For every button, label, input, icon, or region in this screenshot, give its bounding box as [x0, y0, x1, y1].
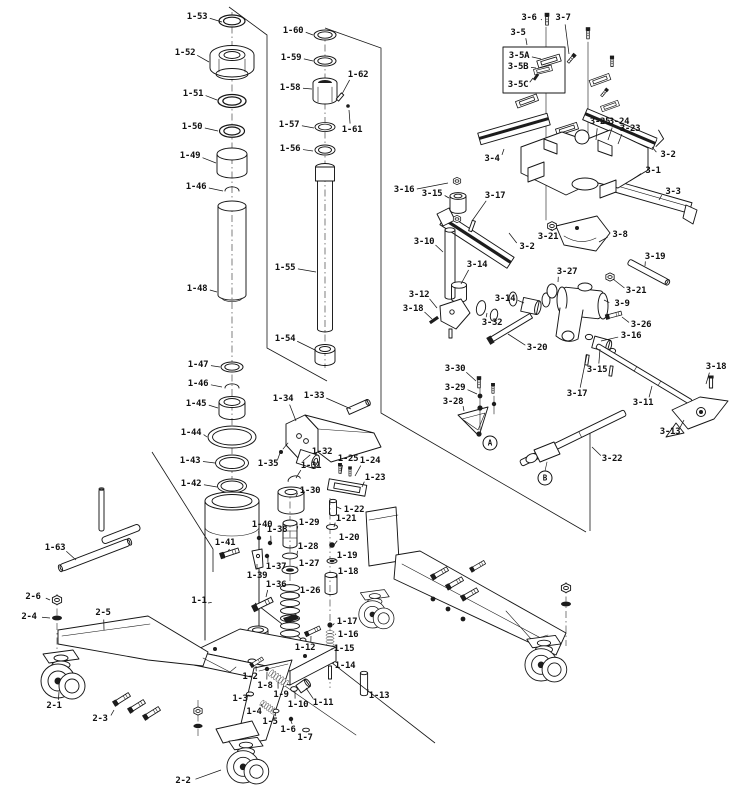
part-label-3-20: 3-20: [526, 343, 548, 353]
part-label-2-5: 2-5: [95, 608, 111, 618]
part-label-3-13: 3-13: [659, 427, 681, 437]
leader-3-13: [680, 420, 684, 428]
part-label-1-17: 1-17: [336, 617, 358, 627]
leader-2-1: [58, 692, 59, 700]
part-label-1-3: 1-3: [232, 694, 248, 704]
leader-1-46: [211, 385, 222, 387]
part-label-1-30: 1-30: [299, 486, 321, 496]
leader-1-6: [291, 721, 292, 724]
leader-1-32: [303, 455, 310, 461]
leader-1-48: [210, 290, 217, 292]
part-label-3-3: 3-3: [665, 187, 681, 197]
part-label-1-1: 1-1: [191, 596, 207, 606]
leader-1-43: [203, 462, 215, 463]
part-label-1-12: 1-12: [294, 643, 316, 653]
leader-1-26: [298, 594, 299, 596]
leader-1-5: [275, 712, 276, 716]
leader-1-4: [261, 704, 263, 707]
part-label-1-42: 1-42: [180, 479, 202, 489]
leader-3-10: [436, 245, 443, 252]
leader-1-42: [204, 485, 217, 487]
part-label-3-5: 3-5: [510, 28, 526, 38]
part-label-3-2: 3-2: [660, 150, 676, 160]
part-label-3-23: 3-23: [619, 124, 641, 134]
part-label-3-5C: 3-5C: [507, 80, 529, 90]
part-label-1-27: 1-27: [298, 559, 320, 569]
leader-1-51: [206, 96, 217, 100]
part-label-1-55: 1-55: [274, 263, 296, 273]
leader-3-17: [580, 354, 587, 388]
leader-1-47: [211, 366, 220, 367]
part-label-1-16: 1-16: [337, 630, 359, 640]
part-label-3-29: 3-29: [444, 383, 466, 393]
part-label-1-25: 1-25: [337, 454, 359, 464]
leader-3-14: [518, 300, 524, 303]
part-label-1-48: 1-48: [186, 284, 208, 294]
leader-3-9: [604, 300, 609, 303]
leader-3-17: [472, 201, 486, 221]
part-label-1-47: 1-47: [187, 360, 209, 370]
part-label-3-30: 3-30: [444, 364, 466, 374]
part-label-1-10: 1-10: [287, 700, 309, 710]
part-label-1-14: 1-14: [334, 661, 356, 671]
leader-2-4: [42, 617, 50, 618]
leader-3-12: [430, 299, 437, 308]
leader-1-33: [326, 398, 351, 409]
leader-3-25: [596, 128, 597, 140]
part-label-1-33: 1-33: [303, 391, 325, 401]
leader-1-11: [306, 688, 313, 699]
part-label-1-39: 1-39: [246, 571, 268, 581]
part-label-3-16: 3-16: [620, 331, 642, 341]
part-label-3-6: 3-6: [521, 13, 537, 23]
part-label-3-4: 3-4: [484, 154, 500, 164]
part-label-3-8: 3-8: [612, 230, 628, 240]
part-label-1-31: 1-31: [300, 461, 322, 471]
part-label-1-5: 1-5: [262, 717, 278, 727]
part-label-3-17: 3-17: [566, 389, 588, 399]
part-label-1-62: 1-62: [347, 70, 369, 80]
leader-1-23: [362, 482, 364, 487]
part-label-1-19: 1-19: [336, 551, 358, 561]
part-label-1-20: 1-20: [338, 533, 360, 543]
leader-3-22: [592, 447, 601, 456]
part-label-1-23: 1-23: [364, 473, 386, 483]
part-label-3-21: 3-21: [537, 232, 559, 242]
leader-3-11: [649, 386, 652, 397]
leader-1-31: [296, 470, 301, 478]
part-label-3-14: 3-14: [466, 260, 488, 270]
part-label-1-44: 1-44: [180, 428, 202, 438]
part-label-3-14: 3-14: [494, 294, 516, 304]
leader-3-7: [565, 24, 569, 54]
part-label-1-36: 1-36: [265, 580, 287, 590]
leader-2-6: [46, 598, 50, 600]
part-label-3-12: 3-12: [408, 290, 430, 300]
part-label-1-11: 1-11: [312, 698, 334, 708]
part-label-1-32: 1-32: [311, 447, 333, 457]
part-label-1-45: 1-45: [185, 399, 207, 409]
leader-1-45: [209, 405, 218, 408]
part-label-3-1: 3-1: [645, 166, 661, 176]
leader-3-18: [425, 312, 432, 319]
leader-3-8: [599, 237, 608, 242]
leader-3-28: [463, 406, 464, 411]
leader-1-58: [303, 88, 312, 89]
leader-3-26: [622, 317, 629, 322]
part-label-1-4: 1-4: [246, 707, 262, 717]
part-label-1-57: 1-57: [278, 120, 300, 130]
leader-3-23: [618, 134, 622, 144]
leader-3-6: [541, 19, 542, 20]
part-label-1-60: 1-60: [282, 26, 304, 36]
leader-1-57: [302, 126, 314, 128]
leader-1-17: [333, 623, 334, 625]
leader-3-2: [509, 233, 517, 243]
leader-1-30: [296, 493, 298, 496]
part-label-1-43: 1-43: [179, 456, 201, 466]
part-label-1-8: 1-8: [257, 681, 273, 691]
leader-1-55: [298, 269, 316, 272]
leader-3-21: [613, 279, 624, 288]
part-label-1-15: 1-15: [333, 644, 355, 654]
leader-1-56: [303, 150, 313, 151]
part-label-1-61: 1-61: [341, 125, 363, 135]
ref-marker-B: B: [538, 471, 553, 486]
part-label-3-21: 3-21: [625, 286, 647, 296]
leader-3-14: [461, 270, 469, 284]
part-label-1-49: 1-49: [179, 151, 201, 161]
leader-1-34: [290, 405, 296, 421]
leader-3-21: [551, 229, 553, 231]
leader-3-5B: [531, 67, 536, 68]
part-label-3-22: 3-22: [601, 454, 623, 464]
part-label-2-3: 2-3: [92, 714, 108, 724]
leader-1-24: [355, 466, 361, 476]
leader-1-62: [342, 80, 350, 94]
leader-1-46: [209, 188, 223, 191]
part-label-3-27: 3-27: [556, 267, 578, 277]
leader-3-16: [601, 337, 618, 341]
part-label-3-5B: 3-5B: [507, 62, 529, 72]
part-label-1-34: 1-34: [272, 394, 294, 404]
part-label-2-4: 2-4: [21, 612, 37, 622]
part-label-3-11: 3-11: [632, 398, 654, 408]
part-label-1-40: 1-40: [251, 520, 273, 530]
leader-3-3: [659, 195, 662, 200]
part-label-1-59: 1-59: [280, 53, 302, 63]
leader-1-60: [306, 32, 313, 35]
part-label-1-6: 1-6: [280, 725, 296, 735]
leader-3-5: [526, 38, 527, 45]
leader-3-2: [652, 147, 656, 152]
part-label-1-18: 1-18: [337, 567, 359, 577]
leader-1-36: [266, 590, 268, 597]
leader-1-59: [304, 59, 313, 61]
part-label-1-38: 1-38: [266, 525, 288, 535]
part-label-3-26: 3-26: [630, 320, 652, 330]
leader-3-29: [468, 390, 477, 394]
part-label-3-9: 3-9: [614, 299, 630, 309]
part-label-3-28: 3-28: [442, 397, 464, 407]
leader-3-24: [608, 128, 612, 140]
leader-1-44: [204, 435, 207, 437]
leader-1-49: [203, 158, 216, 163]
leader-3-20: [508, 334, 525, 345]
leader-3-16: [417, 183, 448, 189]
part-label-2-1: 2-1: [46, 701, 62, 711]
leader-1-14: [333, 662, 334, 664]
leader-3-15: [445, 195, 449, 198]
leader-1-20: [334, 541, 337, 545]
part-label-1-46: 1-46: [185, 182, 207, 192]
part-label-1-9: 1-9: [273, 690, 289, 700]
part-label-1-56: 1-56: [279, 144, 301, 154]
leader-1-3: [248, 695, 252, 696]
leader-3-30: [466, 372, 476, 381]
leader-1-50: [205, 128, 218, 131]
part-label-1-37: 1-37: [265, 562, 287, 572]
leader-1-61: [349, 110, 350, 124]
part-label-3-7: 3-7: [555, 13, 571, 23]
leader-1-41: [228, 549, 230, 551]
leader-1-53: [210, 18, 222, 22]
part-label-1-53: 1-53: [186, 12, 208, 22]
part-label-1-58: 1-58: [279, 83, 301, 93]
part-label-3-19: 3-19: [644, 252, 666, 262]
leader-1-25: [341, 465, 343, 474]
part-label-1-46: 1-46: [187, 379, 209, 389]
leader-2-2: [195, 770, 221, 779]
leader-1-35: [278, 453, 280, 460]
part-label-3-15: 3-15: [421, 189, 443, 199]
leader-3-5A: [532, 57, 541, 59]
leader-3-32: [486, 313, 487, 317]
part-label-2-2: 2-2: [175, 776, 191, 786]
leader-3-5C: [530, 78, 533, 82]
part-label-3-18: 3-18: [705, 362, 727, 372]
part-label-3-17: 3-17: [484, 191, 506, 201]
part-label-1-7: 1-7: [297, 733, 313, 743]
leader-1-54: [297, 341, 315, 350]
part-label-1-22: 1-22: [343, 505, 365, 515]
part-label-1-13: 1-13: [368, 691, 390, 701]
part-label-1-28: 1-28: [297, 542, 319, 552]
part-label-1-51: 1-51: [182, 89, 204, 99]
part-label-1-26: 1-26: [299, 586, 321, 596]
leader-3-18: [706, 373, 709, 384]
leader-3-15: [599, 349, 600, 364]
part-label-3-5A: 3-5A: [508, 51, 530, 61]
leader-1-22: [337, 507, 341, 509]
part-label-3-25: 3-25: [589, 117, 611, 127]
leader-3-4: [502, 149, 504, 155]
part-label-3-10: 3-10: [413, 237, 435, 247]
part-label-3-15: 3-15: [586, 365, 608, 375]
part-label-1-35: 1-35: [257, 459, 279, 469]
part-label-3-16: 3-16: [393, 185, 415, 195]
leader-1-29: [297, 526, 298, 530]
part-label-2-6: 2-6: [25, 592, 41, 602]
part-label-1-2: 1-2: [242, 672, 258, 682]
leader-2-3: [111, 710, 114, 715]
part-label-1-63: 1-63: [44, 543, 66, 553]
part-label-3-18: 3-18: [402, 304, 424, 314]
part-label-1-41: 1-41: [214, 538, 236, 548]
part-label-3-2: 3-2: [519, 242, 535, 252]
ref-marker-A: A: [483, 436, 498, 451]
part-label-1-52: 1-52: [174, 48, 196, 58]
leader-1-1: [208, 602, 212, 603]
leader-1-21: [334, 523, 335, 527]
part-label-3-24: 3-24: [608, 117, 630, 127]
part-label-1-29: 1-29: [298, 518, 320, 528]
leader-3-1: [630, 174, 641, 181]
leader-1-52: [197, 55, 209, 62]
part-label-1-24: 1-24: [359, 456, 381, 466]
part-label-1-54: 1-54: [274, 334, 296, 344]
part-label-3-32: 3-32: [481, 318, 503, 328]
part-label-1-21: 1-21: [335, 514, 357, 524]
leader-1-63: [66, 551, 76, 560]
part-label-1-50: 1-50: [181, 122, 203, 132]
